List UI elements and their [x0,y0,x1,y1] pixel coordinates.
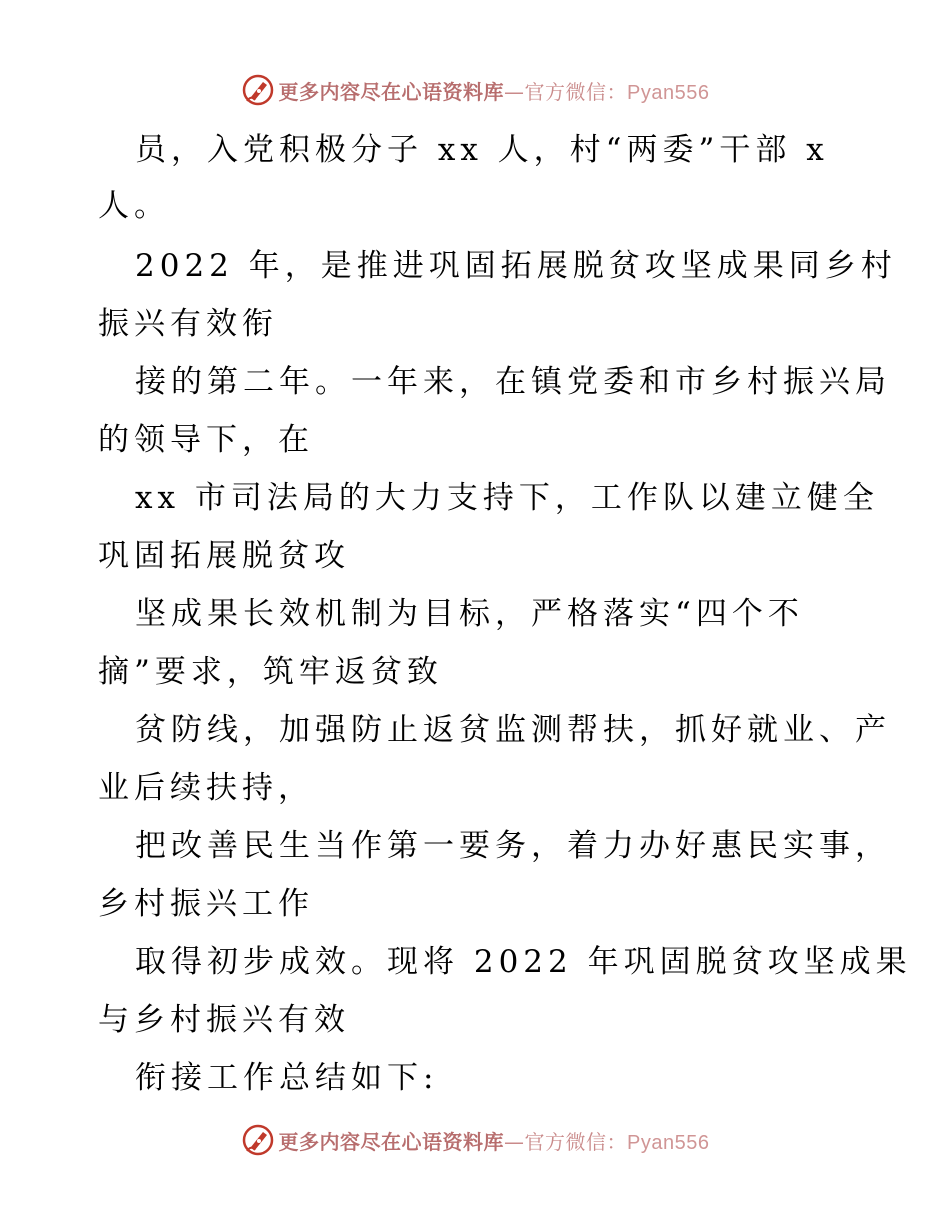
body-line-11: 贫防线，加强防止返贫监测帮扶，抓好就业、产 [135,712,891,748]
pen-nib-logo-icon [241,73,275,107]
body-line-6: 的领导下，在 [98,422,314,458]
body-line-1: 员，入党积极分子 xx 人，村“两委”干部 x [135,132,829,168]
body-line-17: 衔接工作总结如下: [135,1060,439,1096]
footer-banner [0,1120,950,1160]
body-line-15: 取得初步成效。现将 2022 年巩固脱贫攻坚成果 [135,944,912,980]
body-line-9: 坚成果长效机制为目标，严格落实“四个不 [135,596,804,632]
body-line-16: 与乡村振兴有效 [98,1002,350,1038]
body-line-10: 摘”要求，筑牢返贫致 [98,654,443,690]
footer-wechat-id: Pyan556 [627,1131,710,1154]
body-line-8: 巩固拓展脱贫攻 [98,538,350,574]
body-line-4: 振兴有效衔 [98,306,278,342]
footer-label: 官方微信： [524,1129,628,1154]
pen-nib-logo-icon [241,1123,275,1157]
footer-slogan: 更多内容尽在心语资料库 [278,1129,505,1154]
body-line-7: xx 市司法局的大力支持下，工作队以建立健全 [135,480,879,516]
header-wechat-id: Pyan556 [627,81,710,104]
body-line-14: 乡村振兴工作 [98,886,314,922]
header-slogan: 更多内容尽在心语资料库 [278,79,505,104]
footer-banner-text [279,1126,710,1155]
footer-dash: — [504,1129,525,1154]
body-line-2: 人。 [98,188,170,224]
body-line-3: 2022 年，是推进巩固拓展脱贫攻坚成果同乡村 [135,248,897,284]
body-line-5: 接的第二年。一年来，在镇党委和市乡村振兴局 [135,364,891,400]
header-dash: — [504,79,525,104]
header-banner [0,70,950,110]
header-banner-text [279,76,710,105]
header-label: 官方微信： [524,79,628,104]
body-line-12: 业后续扶持， [98,770,314,806]
body-line-13: 把改善民生当作第一要务，着力办好惠民实事， [135,828,891,864]
